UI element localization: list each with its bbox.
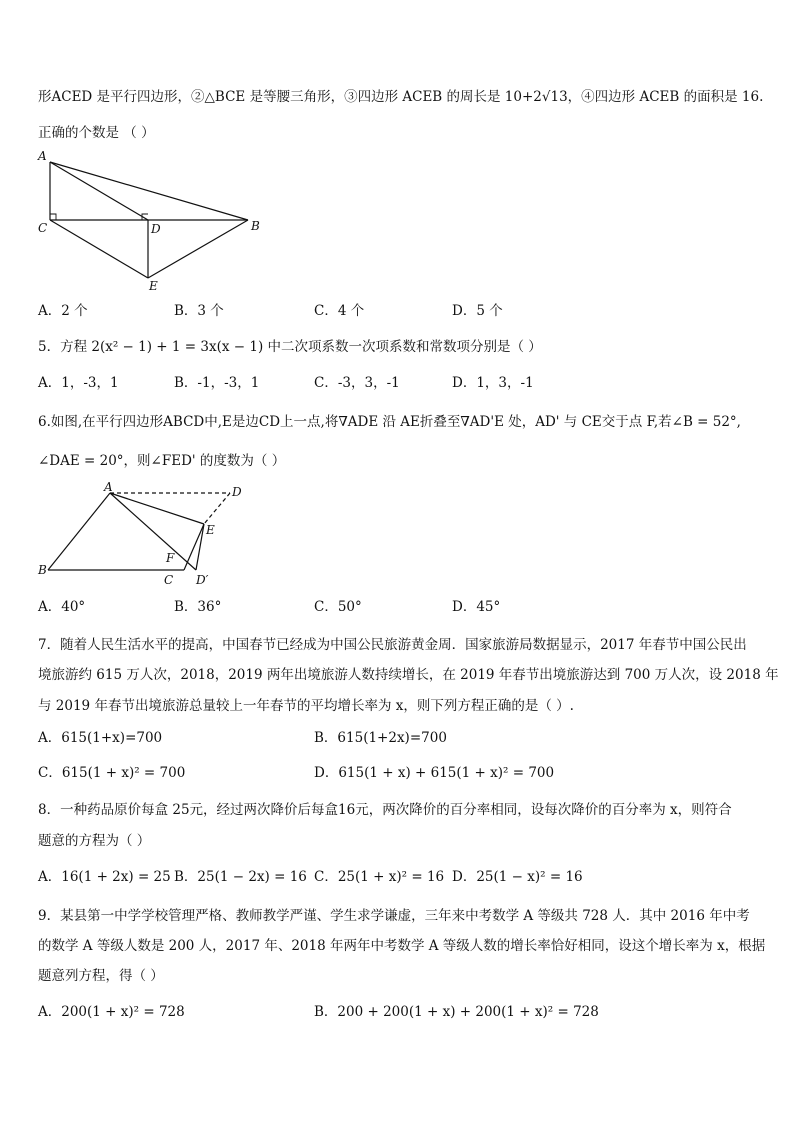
q4-label-e: E xyxy=(149,279,158,293)
q8-option-c: C．25(1 + x)² = 16 xyxy=(314,869,445,885)
q6-label-d-prime: D′ xyxy=(196,573,209,587)
q4-label-a: A xyxy=(38,149,47,163)
q4-line1: 形ACED 是平行四边形，②△BCE 是等腰三角形，③四边形 ACEB 的周长是 10+2√13，④四边形 ACEB 的面积是 16. xyxy=(38,89,764,105)
q5-stem: 5．方程 2(x² − 1) + 1 = 3x(x − 1) 中二次项系数一次项系数和常数项分别是（ ） xyxy=(38,339,542,355)
q8-option-d: D．25(1 − x)² = 16 xyxy=(452,869,583,885)
q7-line2: 境旅游约 615 万人次，2018，2019 两年出境旅游人数持续增长，在 2019 年春节出境旅游达到 700 万人次，设 2018 年 xyxy=(38,667,779,683)
q4-figure xyxy=(30,148,270,296)
q9-line1: 9．某县第一中学学校管理严格、教师教学严谨、学生求学谦虚，三年来中考数学 A 等级共 728 人．其中 2016 年中考 xyxy=(38,908,750,924)
q6-line2: ∠DAE = 20°，则∠FED' 的度数为（ ） xyxy=(38,453,286,469)
q8-option-b: B．25(1 − 2x) = 16 xyxy=(174,869,307,885)
q8-line1: 8．一种药品原价每盒 25元，经过两次降价后每盒16元，两次降价的百分率相同，设每次降价的百分率为 x，则符合 xyxy=(38,802,732,818)
q9-line3: 题意列方程，得（ ） xyxy=(38,968,164,984)
q9-option-a: A．200(1 + x)² = 728 xyxy=(38,1004,185,1020)
q4-option-a: A．2 个 xyxy=(38,303,88,319)
q6-label-d: D xyxy=(232,485,242,499)
q9-line2: 的数学 A 等级人数是 200 人，2017 年、2018 年两年中考数学 A 等级人数的增长率恰好相同，设这个增长率为 x，根据 xyxy=(38,938,766,954)
q4-option-c: C．4 个 xyxy=(314,303,365,319)
q6-option-b: B．36° xyxy=(174,599,222,615)
q7-line3: 与 2019 年春节出境旅游总量较上一年春节的平均增长率为 x，则下列方程正确的是（ ）. xyxy=(38,698,574,714)
q7-option-a: A．615(1+x)=700 xyxy=(38,730,163,746)
q8-line2: 题意的方程为（ ） xyxy=(38,833,151,849)
q4-label-c: C xyxy=(38,221,48,235)
q8-option-a: A．16(1 + 2x) = 25 xyxy=(38,869,171,885)
q7-option-d: D．615(1 + x) + 615(1 + x)² = 700 xyxy=(314,765,555,781)
q6-label-f: F xyxy=(166,551,175,565)
q6-label-b: B xyxy=(38,563,47,577)
q6-option-c: C．50° xyxy=(314,599,362,615)
q7-line1: 7．随着人民生活水平的提高，中国春节已经成为中国公民旅游黄金周．国家旅游局数据显示，2017 年春节中国公民出 xyxy=(38,637,747,653)
q5-option-d: D．1，3，-1 xyxy=(452,375,534,391)
q5-option-a: A．1，-3，1 xyxy=(38,375,119,391)
q5-option-c: C．-3，3，-1 xyxy=(314,375,400,391)
q6-line1: 6.如图,在平行四边形ABCD中,E是边CD上一点,将∇ADE 沿 AE折叠至∇AD'E 处，AD' 与 CE交于点 F,若∠B = 52°, xyxy=(38,414,741,430)
q6-label-c: C xyxy=(164,573,174,587)
q6-option-a: A．40° xyxy=(38,599,86,615)
q7-option-b: B．615(1+2x)=700 xyxy=(314,730,447,746)
q4-option-d: D．5 个 xyxy=(452,303,503,319)
q4-option-b: B．3 个 xyxy=(174,303,224,319)
q9-option-b: B．200 + 200(1 + x) + 200(1 + x)² = 728 xyxy=(314,1004,599,1020)
q4-line2: 正确的个数是 （ ） xyxy=(38,125,155,141)
q6-option-d: D．45° xyxy=(452,599,501,615)
q4-label-b: B xyxy=(251,219,260,233)
q6-label-e: E xyxy=(206,523,215,537)
q6-label-a: A xyxy=(104,480,113,494)
q6-figure xyxy=(34,478,264,590)
q5-option-b: B．-1，-3，1 xyxy=(174,375,260,391)
q7-option-c: C．615(1 + x)² = 700 xyxy=(38,765,186,781)
q4-label-d: D xyxy=(151,222,161,236)
